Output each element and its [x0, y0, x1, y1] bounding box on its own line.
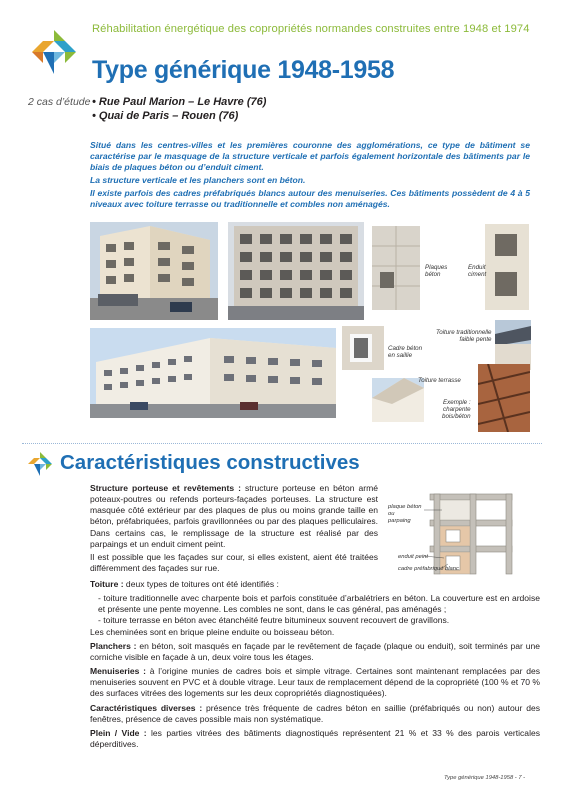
detail-photo-cadre [342, 326, 384, 370]
paragraph-toiture: Toiture : deux types de toitures ont été identifiés : [90, 579, 279, 589]
detail-photo-plaques [372, 226, 420, 310]
paragraph-planchers: Planchers : en béton, soit masqués en façade par le revêtement de façade (plaque ou enduit), soit terminés par une corniche visible en façade à un, deux voire tous les étages. [90, 640, 540, 662]
paragraph-toiture-item: - toiture terrasse en béton avec étanchéité feutre bitumineux souvent recouvert de gravillons. [98, 615, 450, 626]
paragraph-menuiseries: Menuiseries : à l’origine munies de cadres bois et simple vitrage. Certaines sont maintenant remplacées par des menuiseries souvent en PVC et à double vitrage. Leur taux de remplacement dépend de la copropriété (100 % et 70 % des surfaces vitrées des logements sur les deux copropriétés diagnostiquées). [90, 666, 541, 699]
case-study-list [92, 95, 266, 123]
diagram-label-plaque: plaque béton ou parpaing [388, 504, 422, 524]
label-plaques-beton: Plaques béton [425, 264, 448, 279]
structure-diagram [384, 488, 532, 576]
label-toiture-terrasse: Toiture terrasse [418, 377, 461, 384]
case-study-item: • Rue Paul Marion – Le Havre (76) [92, 96, 267, 108]
building-photo-facade [228, 222, 364, 320]
intro-paragraph: Situé dans les centres-villes et les premières couronne des agglomérations, ce type de bâtiment se caractérise par le masquage de la structure verticale et parfois également horizontale des bâtiments par le biais de plaques béton ou d’enduit ciment. [90, 140, 530, 173]
page-footer: Type générique 1948-1958 - 7 - [444, 775, 526, 781]
section-divider [22, 443, 542, 444]
detail-photo-charpente [478, 364, 530, 432]
section-title: Caractéristiques constructives [60, 451, 360, 474]
document-subtitle: Réhabilitation énergétique des copropriétés normandes construites entre 1948 et 1974 [92, 23, 530, 35]
label-toiture-traditionnelle: Toiture traditionnelle faible pente [436, 329, 492, 344]
diamond-section-icon [27, 451, 53, 477]
building-photo-long [90, 328, 336, 418]
paragraph-toiture-item: - toiture traditionnelle avec charpente bois et parfois constituée d’arbalétriers en béton. La couverture est en ardoise et présente une pente moyenne. Les combles ne sont, dans le cas général, pas aménagés ; [98, 593, 540, 615]
paragraph-cour: Il est possible que les façades sur cour, si elles existent, aient été traitées différemment des façades sur rue. [90, 551, 378, 574]
diagram-label-enduit: enduit peint [398, 554, 428, 560]
body-structure [90, 483, 378, 576]
intro-paragraph: Il existe parfois des cadres préfabriqués blancs autour des menuiseries. Ces bâtiments possèdent de 4 à 5 niveaux avec toiture terrasse ou traditionnelle et combles non aménagés. [90, 187, 530, 210]
building-photo-corner [90, 222, 218, 320]
case-study-item: • Quai de Paris – Rouen (76) [92, 110, 239, 122]
detail-photo-enduit [485, 224, 529, 310]
label-cadre-beton: Cadre béton en saillie [388, 345, 423, 360]
diamond-logo-icon [28, 26, 80, 78]
paragraph-structure: Structure porteuse et revêtements : structure porteuse en béton armé poteaux-poutres ou refends porteurs-façades porteuses. La structure est masquée côté extérieur par des plaques de plus ou moins grande taille en béton, préfabriquées, parfois gravillonnées ou par des plaques pelliculaires. Dans certains cas, le remplissage de la structure est réalisé par des parpaings et un enduit ciment peint. [90, 483, 378, 549]
paragraph-cheminees: Les cheminées sont en brique pleine enduite ou boisseau béton. [90, 626, 335, 637]
body-details [90, 579, 540, 753]
label-enduit-ciment: Enduit ciment [468, 264, 487, 279]
case-study-label: 2 cas d’étude [28, 96, 91, 108]
detail-photo-toiture-traditionnelle [495, 320, 531, 370]
page-title: Type générique 1948-1958 [92, 56, 395, 84]
detail-photo-toiture-terrasse [372, 378, 424, 422]
diagram-label-cadre: cadre préfabriqué blanc [398, 566, 459, 572]
intro-paragraph: La structure verticale et les planchers sont en béton. [90, 175, 306, 186]
paragraph-plein-vide: Plein / Vide : les parties vitrées des bâtiments diagnostiqués représentent 21 % et 33 % des parois verticales déperditives. [90, 727, 540, 750]
intro-text [90, 140, 530, 212]
paragraph-divers: Caractéristiques diverses : présence très fréquente de cadres béton en saillie (préfabriqués ou non) autour des fenêtres, présence de caves possible mais non systématique. [90, 702, 541, 724]
label-exemple-charpente: Exemple : charpente bois/béton [442, 399, 471, 421]
